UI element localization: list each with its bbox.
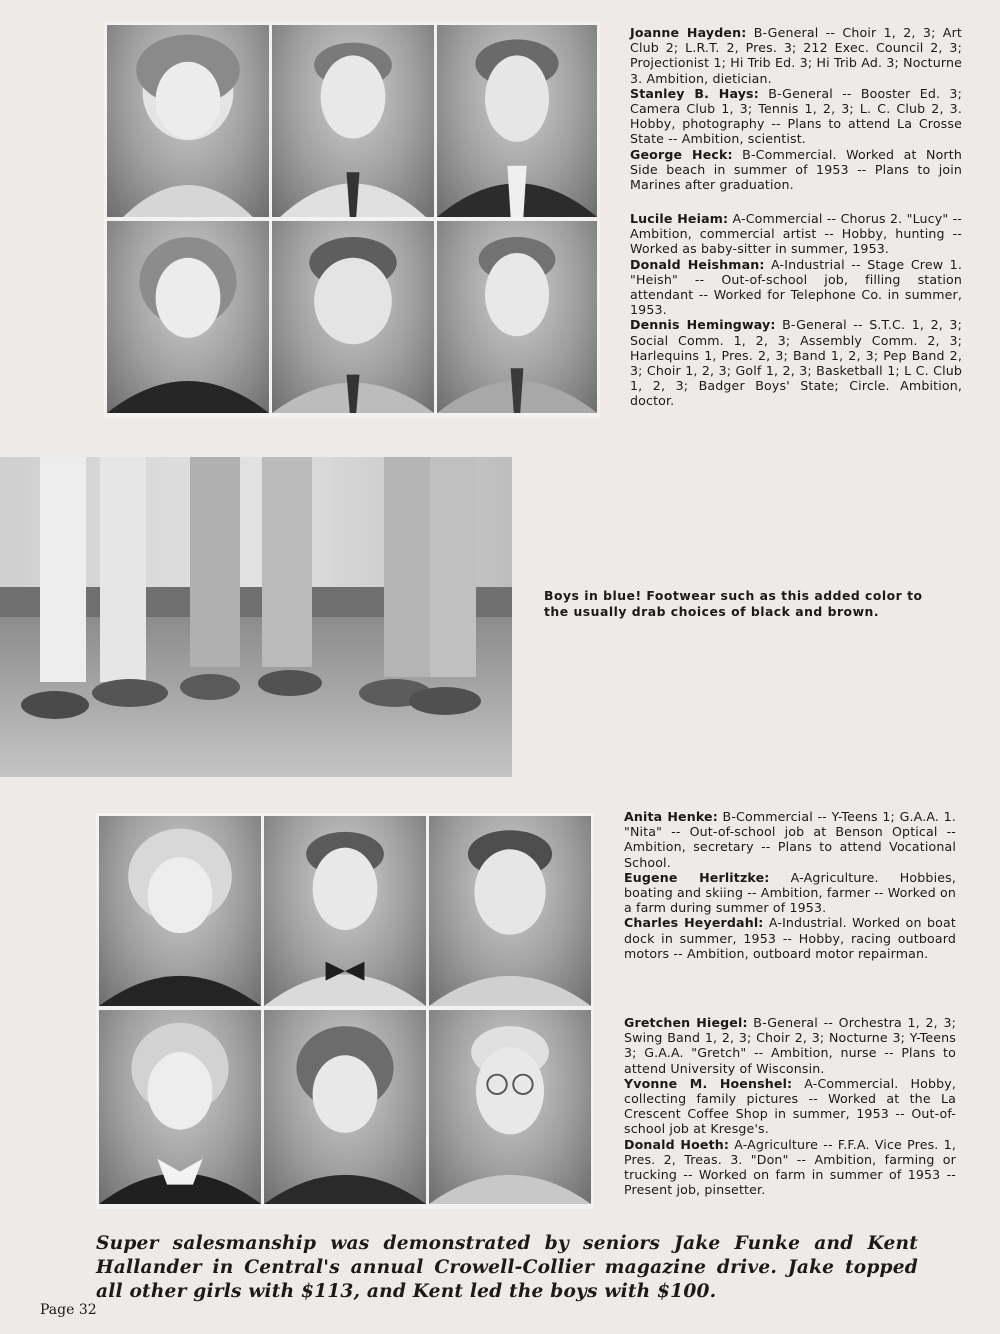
portrait-donald-hoeth	[429, 1010, 591, 1204]
bio-joanne-hayden	[630, 25, 962, 86]
bio-text: B-General -- Booster Ed. 3; Camera Club 1, 3; Tennis 1, 2, 3; L. C. Club 2, 3. Hobby, photography -- Plans to attend La Crosse State -- Ambition, scientist.	[630, 85, 962, 147]
shoes-photo	[0, 457, 512, 777]
portrait-donald-heishman	[272, 221, 434, 413]
bio-name: Yvonne M. Hoenshel:	[624, 1075, 793, 1091]
bio-text: B-General -- S.T.C. 1, 2, 3; Social Comm. 1, 2, 3; Assembly Comm. 2, 3; Harlequins 1, Pres. 2, 3; Band 1, 2, 3; Pep Band 2, 3; Choir 1, 2, 3; Golf 1, 2, 3; Basketball 1; L C. Club 1, 2, 3; Badger Boys' State; Circle. Ambition, doctor.	[630, 317, 962, 409]
bio-donald-heishman	[630, 257, 962, 318]
bio-name: Lucile Heiam:	[630, 211, 729, 226]
bio-text: B-Commercial -- Y-Teens 1; G.A.A. 1. "Nita" -- Out-of-school job at Benson Optical -- Ambition, secretary -- Plans to attend Vocational School.	[624, 809, 956, 870]
bio-text: A-Industrial -- Stage Crew 1. "Heish" -- Out-of-school job, filling station attendant -- Worked for Telephone Co. in summer, 1953.	[630, 256, 963, 318]
bio-lucile-heiam	[630, 211, 962, 257]
portrait-eugene-herlitzke	[264, 816, 426, 1006]
bio-name: Joanne Hayden:	[630, 25, 747, 40]
top-bio-column-lower	[630, 211, 962, 409]
portrait-stanley-hays	[272, 25, 434, 217]
bio-name: Gretchen Hiegel:	[624, 1015, 748, 1030]
bio-text: A-Industrial. Worked on boat dock in summer, 1953 -- Hobby, racing outboard motors -- Ambition, outboard motor repairman.	[624, 915, 956, 961]
bio-eugene-herlitzke	[624, 870, 956, 916]
bio-donald-hoeth	[624, 1137, 956, 1198]
bio-name: Charles Heyerdahl:	[624, 915, 764, 931]
bio-name: Dennis Hemingway:	[630, 317, 776, 333]
bottom-bio-column-upper	[624, 809, 956, 961]
bio-anita-henke	[624, 809, 956, 870]
bio-text: B-General -- Choir 1, 2, 3; Art Club 2; L.R.T. 2, Pres. 3; 212 Exec. Council 2, 3; Projectionist 1; Hi Trib Ed. 3; Hi Trib Ad. 3; Nocturne 3. Ambition, dietician.	[630, 25, 962, 86]
bio-yvonne-hoenshel	[624, 1076, 956, 1137]
shoes-photo-caption: Boys in blue! Footwear such as this added color to the usually drab choices of black and brown.	[544, 588, 923, 619]
bio-text: B-General -- Orchestra 1, 2, 3; Swing Band 1, 2, 3; Choir 2, 3; Nocturne 3; Y-Teens 3; G.A.A. "Gretch" -- Ambition, nurse -- Plans to attend University of Wisconsin.	[624, 1015, 957, 1076]
bottom-bio-column-lower	[624, 1015, 956, 1197]
bio-dennis-hemingway	[630, 317, 962, 408]
bio-text: A-Agriculture. Hobbies, boating and skiing -- Ambition, farmer -- Worked on a farm during summer of 1953.	[624, 869, 956, 916]
footer-caption: Super salesmanship was demonstrated by seniors Jake Funke and Kent Hallander in Central's annual Crowell-Collier magazine drive. Jake topped all other girls with $113, and Kent led the boys with $100.	[96, 1233, 918, 1302]
portrait-lucile-heiam	[107, 221, 269, 413]
portrait-charles-heyerdahl	[429, 816, 591, 1006]
bio-name: Donald Heishman:	[630, 256, 765, 272]
top-portrait-grid	[104, 22, 600, 418]
bio-stanley-hays	[630, 86, 962, 147]
top-bio-column-upper	[630, 25, 962, 192]
bio-gretchen-hiegel	[624, 1015, 956, 1076]
bio-text: B-Commercial. Worked at North Side beach in summer of 1953 -- Plans to join Marines after graduation.	[630, 146, 962, 193]
bio-text: A-Commercial. Hobby, collecting family pictures -- Worked at the La Crescent Coffee Shop in summer, 1953 -- Out-of-school job at Kresge's.	[624, 1075, 956, 1137]
portrait-joanne-hayden	[107, 25, 269, 217]
portrait-george-heck	[437, 25, 597, 217]
bio-name: Anita Henke:	[624, 809, 718, 824]
portrait-gretchen-hiegel	[99, 1010, 261, 1204]
bio-name: Stanley B. Hays:	[630, 85, 759, 101]
page-number: Page 32	[40, 1302, 97, 1318]
portrait-yvonne-hoenshel	[264, 1010, 426, 1204]
bio-text: A-Agriculture -- F.F.A. Vice Pres. 1, Pres. 2, Treas. 3. "Don" -- Ambition, farming or trucking -- Worked on farm in summer of 1953 -- Present job, pinsetter.	[624, 1136, 956, 1198]
bio-charles-heyerdahl	[624, 915, 956, 961]
portrait-anita-henke	[99, 816, 261, 1006]
bottom-portrait-grid	[96, 813, 594, 1209]
bio-name: Eugene Herlitzke:	[624, 869, 770, 885]
bio-name: George Heck:	[630, 146, 733, 162]
portrait-dennis-hemingway	[437, 221, 597, 413]
bio-george-heck	[630, 147, 962, 193]
bio-text: A-Commercial -- Chorus 2. "Lucy" -- Ambition, commercial artist -- Hobby, hunting -- Worked as baby-sitter in summer, 1953.	[630, 211, 962, 257]
bio-name: Donald Hoeth:	[624, 1136, 730, 1152]
